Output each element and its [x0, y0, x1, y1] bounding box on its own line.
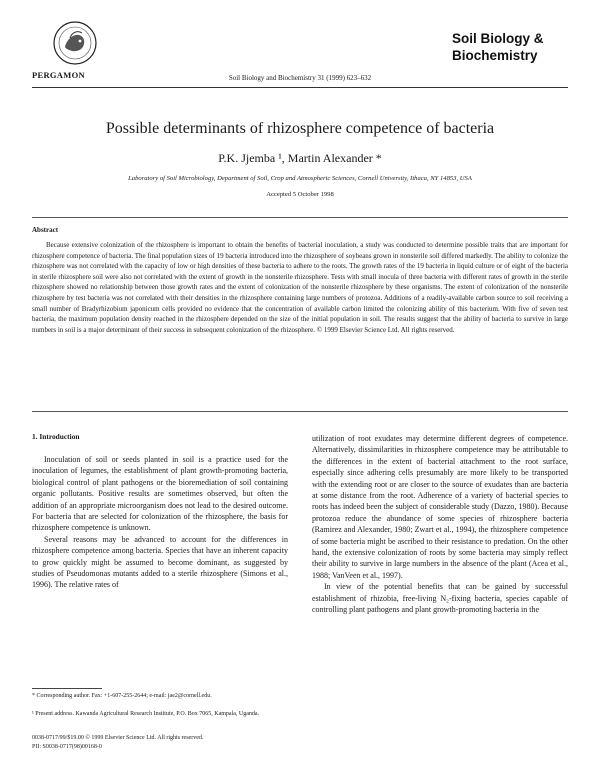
- left-column: [32, 454, 288, 591]
- abstract-bottom-rule: [32, 411, 568, 412]
- article-authors: P.K. Jjemba ¹, Martin Alexander *: [218, 151, 382, 165]
- footnote-present-address: ¹ Present address. Kawanda Agricultural Research Institute, P.O. Box 7065, Kampala, Uganda.: [32, 711, 260, 717]
- publisher-name: PERGAMON: [32, 70, 85, 80]
- footnote-rule: [32, 688, 102, 689]
- right-column: [312, 433, 568, 616]
- journal-citation: Soil Biology and Biochemistry 31 (1999) 623–632: [228, 74, 372, 82]
- abstract-heading: Abstract: [32, 226, 59, 234]
- abstract-top-rule: [32, 217, 568, 218]
- copyright-line: 0038-0717/99/$19.00 © 1999 Elsevier Science Ltd. All rights reserved.: [32, 735, 204, 741]
- pergamon-logo: [52, 20, 98, 66]
- abstract-text: Because extensive colonization of the rhizosphere is important to obtain the benefits of bacterial inoculation, a study was conducted to determine possible traits that are important for rhizosphere competence of bacteria. The final population sizes of 19 bacteria introduced into the rhizosphere of soybeans grown in nonsterile soil differed markedly. The ability to colonize the rhizosphere was not correlated with the capacity of low or high densities of these bacteria to adhere to the roots. The growth rates of the 19 bacteria in liquid culture or of eight of the bacteria in sterile rhizosphere soil were also not correlated with the extent of growth in the nonsterile rhizosphere. Tests with small inocula of three bacteria with different rates of growth in the sterile rhizosphere showed no relationship between those growth rates and the extent of colonization of the nonsterile rhizosphere by these organisms. The extent of colonization of the nonsterile rhizosphere by test bacteria was not correlated with their densities in the rhizosphere containing large numbers of protozoa. Additions of a readily-available carbon source to soil receiving a small number of Bradyrhizobium japonicum cells provided no evidence that the concentration of available carbon limited the colonizing ability of this bacterium. With five of seven test bacteria, the maximum population density reached in the rhizosphere depended on the size of the initial population in soil. The results suggest that the ability of bacteria to survive in large numbers in soil is a major determinant of their success in subsequent colonization of the rhizosphere. © 1999 Elsevier Science Ltd. All rights reserved.: [32, 241, 568, 334]
- intro-paragraph-2: Several reasons may be advanced to account for the differences in rhizosphere competence among bacteria. Species that have an inherent capacity to grow quickly might be assumed to become dominant, as suggested by studies of Pseudomonas mutants added to a sterile rhizosphere (Simons et al., 1996). The relative rates of: [32, 534, 288, 590]
- pii-line: PII: S0038-0717(98)00168-0: [32, 744, 102, 750]
- journal-brand: [452, 30, 544, 64]
- journal-brand-line-1: Soil Biology &: [452, 31, 544, 46]
- article-title: Possible determinants of rhizosphere competence of bacteria: [105, 120, 495, 137]
- intro-paragraph-4: In view of the potential benefits that can be gained by successful establishment of rhizobia, free-living N₂-fixing bacteria, species capable of controlling plant pathogens and plant growth-promoting bacteria in the: [312, 582, 568, 615]
- section-heading-introduction: 1. Introduction: [32, 432, 80, 441]
- intro-paragraph-1: Inoculation of soil or seeds planted in soil is a practice used for the inoculation of legumes, the establishment of plant growth-promoting bacteria, biological control of plant pathogens or the bioremediation of soil containing organic pollutants. Positive results are sometimes observed, but often the addition of an appropriate microorganism does not lead to the desired outcome. For bacteria that are selected for colonization of the rhizosphere, the basis for rhizosphere competence is unknown.: [32, 455, 288, 533]
- footnote-corresponding-author: * Corresponding author. Fax: +1-607-255-2644; e-mail: jae2@cornell.edu.: [32, 693, 212, 699]
- header-rule: [32, 87, 568, 88]
- author-affiliation: Laboratory of Soil Microbiology, Department of Soil, Crop and Atmospheric Sciences, Cornell University, Ithaca, NY 14853, USA: [128, 175, 472, 182]
- journal-brand-line-2: Biochemistry: [452, 48, 538, 63]
- intro-paragraph-3: utilization of root exudates may determine different degrees of competence. Alternatively, dissimilarities in rhizosphere competence may be attributable to the differences in the extent of bacterial attachment to the root surface, especially since adhering cells presumably are more likely to be transported with the extending root or are closer to the source of exudates than are bacteria at some distance from the root. Adherence of a variety of bacterial species to roots has indeed been the subject of considerable study (Dazzo, 1980). Because protozoa reduce the abundance of some species of rhizosphere bacteria (Ramirez and Alexander, 1980; Zwart et al., 1994), the rhizosphere competence of some bacteria might be ascribed to their resistance to predation. On the other hand, the extensive colonization of roots by some bacteria may simply reflect their ability to survive in large numbers in the absence of the plant (Acea et al., 1988; VanVeen et al., 1997).: [312, 434, 568, 580]
- accepted-date: Accepted 5 October 1998: [266, 191, 334, 198]
